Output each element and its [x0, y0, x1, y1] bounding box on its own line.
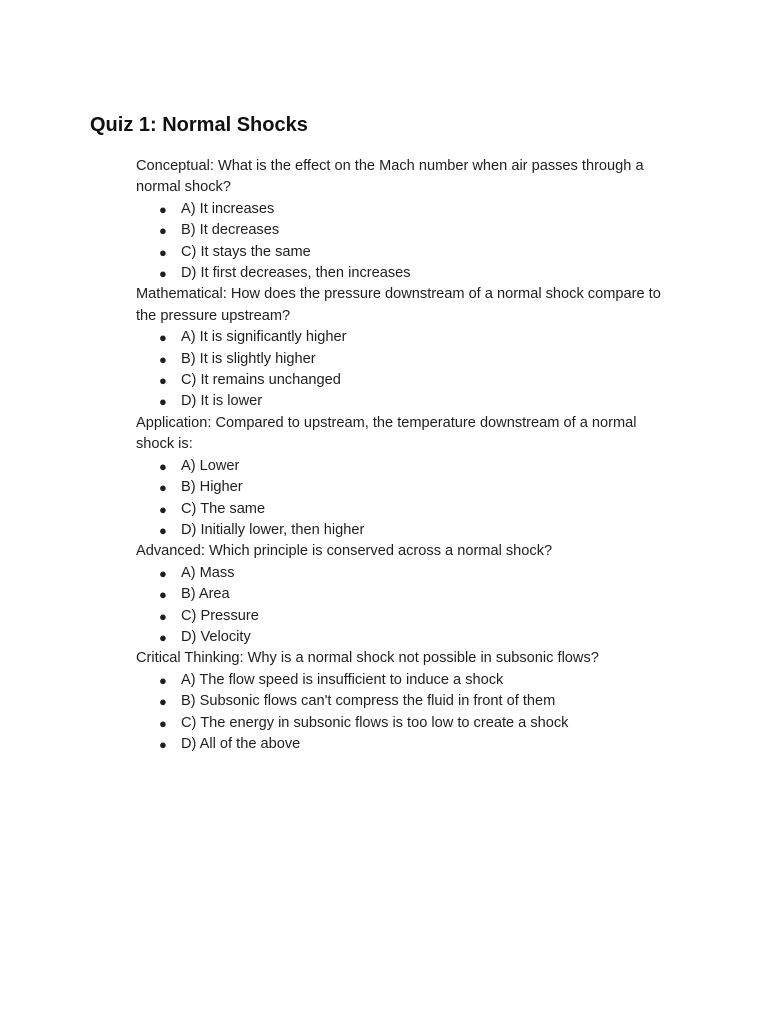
option-text: C) The energy in subsonic flows is too low to create a shock — [181, 714, 569, 731]
option-text: D) Velocity — [181, 628, 251, 645]
bullet-icon: ● — [159, 244, 167, 260]
option-item — [136, 263, 676, 284]
option-list — [136, 199, 676, 285]
option-item — [136, 713, 676, 734]
bullet-icon: ● — [159, 266, 167, 282]
option-text: B) It is slightly higher — [181, 350, 316, 367]
bullet-icon: ● — [159, 587, 167, 603]
question-2 — [136, 284, 676, 412]
option-item — [136, 327, 676, 348]
question-text: Mathematical: How does the pressure downstream of a normal shock compare to the pressure upstream? — [136, 286, 661, 324]
option-list — [136, 456, 676, 542]
option-text: B) Higher — [181, 479, 243, 496]
option-item — [136, 499, 676, 520]
bullet-icon: ● — [159, 565, 167, 581]
bullet-icon: ● — [159, 201, 167, 217]
option-item — [136, 477, 676, 498]
option-item — [136, 606, 676, 627]
option-text: C) It remains unchanged — [181, 372, 341, 389]
bullet-icon: ● — [159, 394, 167, 410]
option-text: C) The same — [181, 500, 266, 517]
question-text: Critical Thinking: Why is a normal shock not possible in subsonic flows? — [136, 650, 599, 667]
option-text: C) It stays the same — [181, 243, 311, 260]
bullet-icon: ● — [159, 458, 167, 474]
option-text: A) It is significantly higher — [181, 329, 347, 346]
bullet-icon: ● — [159, 608, 167, 624]
bullet-icon: ● — [159, 223, 167, 239]
bullet-icon: ● — [159, 480, 167, 496]
option-item — [136, 520, 676, 541]
option-text: D) All of the above — [181, 735, 301, 752]
bullet-icon: ● — [159, 736, 167, 752]
question-4 — [136, 541, 676, 648]
option-text: A) Lower — [181, 457, 240, 474]
option-item — [136, 456, 676, 477]
option-text: C) Pressure — [181, 607, 259, 624]
option-item — [136, 391, 676, 412]
option-list — [136, 327, 676, 413]
bullet-icon: ● — [159, 672, 167, 688]
question-text: Advanced: Which principle is conserved across a normal shock? — [136, 543, 553, 560]
option-item — [136, 734, 676, 755]
page-title: Quiz 1: Normal Shocks — [90, 114, 308, 136]
bullet-icon: ● — [159, 501, 167, 517]
option-list — [136, 563, 676, 649]
bullet-icon: ● — [159, 373, 167, 389]
option-text: D) It first decreases, then increases — [181, 265, 411, 282]
option-text: A) It increases — [181, 200, 275, 217]
question-list — [136, 156, 676, 755]
option-text: D) It is lower — [181, 393, 263, 410]
question-text: Conceptual: What is the effect on the Mach number when air passes through a normal shock? — [136, 158, 644, 196]
option-text: B) Area — [181, 586, 230, 603]
option-item — [136, 627, 676, 648]
option-item — [136, 670, 676, 691]
question-3 — [136, 413, 676, 541]
question-5 — [136, 648, 676, 755]
bullet-icon: ● — [159, 629, 167, 645]
option-list — [136, 670, 676, 756]
option-item — [136, 242, 676, 263]
option-text: A) The flow speed is insufficient to induce a shock — [181, 671, 504, 688]
option-text: B) It decreases — [181, 222, 280, 239]
option-item — [136, 370, 676, 391]
option-text: D) Initially lower, then higher — [181, 521, 365, 538]
bullet-icon: ● — [159, 694, 167, 710]
option-item — [136, 349, 676, 370]
option-text: B) Subsonic flows can't compress the fluid in front of them — [181, 693, 556, 710]
bullet-icon: ● — [159, 715, 167, 731]
question-1 — [136, 156, 676, 284]
bullet-icon: ● — [159, 330, 167, 346]
option-item — [136, 199, 676, 220]
option-item — [136, 563, 676, 584]
option-text: A) Mass — [181, 564, 235, 581]
bullet-icon: ● — [159, 522, 167, 538]
option-item — [136, 584, 676, 605]
option-item — [136, 691, 676, 712]
option-item — [136, 220, 676, 241]
question-text: Application: Compared to upstream, the temperature downstream of a normal shock is: — [136, 414, 637, 453]
bullet-icon: ● — [159, 351, 167, 367]
